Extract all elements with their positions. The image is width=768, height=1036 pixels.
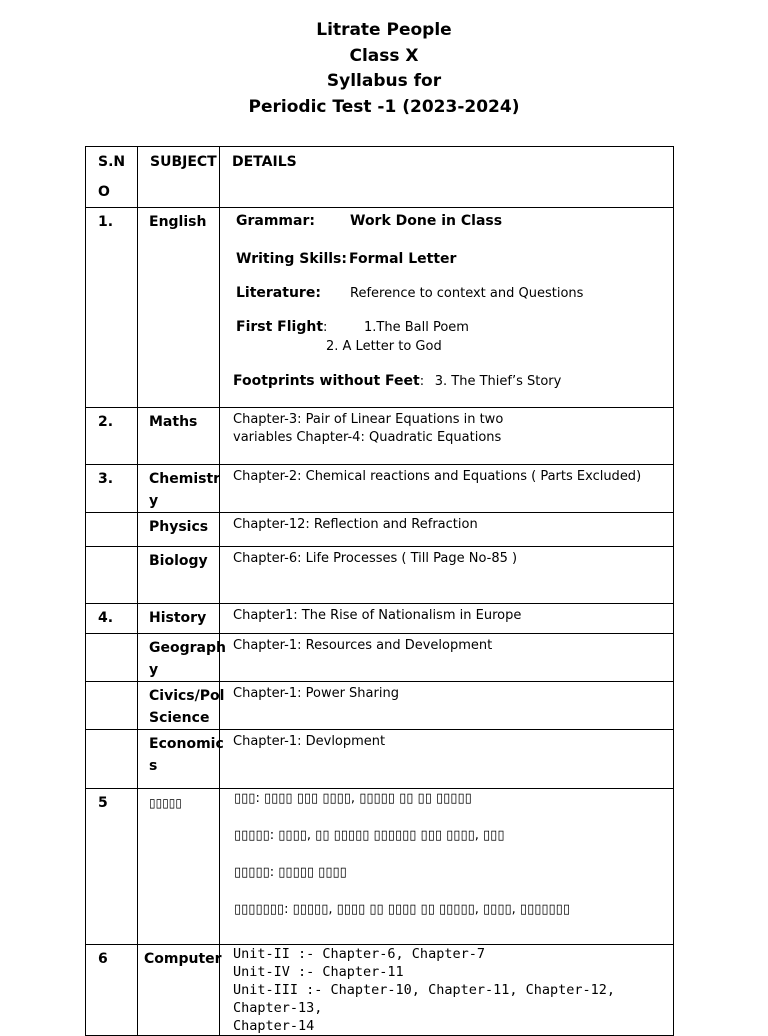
header-row	[86, 147, 674, 208]
hindi-line: ▯▯▯▯▯▯▯: ▯▯▯▯▯, ▯▯▯▯ ▯▯ ▯▯▯▯ ▯▯ ▯▯▯▯▯, ▯▯▯▯, ▯▯▯▯▯▯▯	[234, 902, 570, 917]
computer-line: Unit-III :- Chapter-10, Chapter-11, Chapter-12, Chapter-13,	[233, 982, 616, 1016]
footprints-item: 3. The Thief’s Story	[434, 374, 562, 389]
subject-cell: Biology	[138, 547, 220, 604]
literature-label: Literature:	[236, 285, 321, 301]
first-flight-colon: :	[323, 320, 328, 335]
sno-cell	[86, 730, 138, 789]
sno-cell	[86, 513, 138, 547]
sno-cell	[86, 634, 138, 682]
hindi-line: ▯▯▯▯▯: ▯▯▯▯, ▯▯ ▯▯▯▯▯ ▯▯▯▯▯▯ ▯▯▯ ▯▯▯▯, ▯▯▯	[234, 828, 505, 843]
computer-line: Unit-II :- Chapter-6, Chapter-7	[233, 946, 485, 962]
sno-cell: 5	[86, 789, 138, 945]
table-row-english	[86, 208, 674, 408]
details-cell: Chapter-2: Chemical reactions and Equations ( Parts Excluded)	[220, 465, 674, 513]
test-title: Periodic Test -1 (2023-2024)	[248, 97, 520, 117]
table-row-computer	[86, 945, 674, 1036]
details-cell: Chapter-1: Devlopment	[220, 730, 674, 789]
header-details: DETAILS	[220, 147, 674, 208]
subject-cell: ▯▯▯▯▯	[138, 789, 220, 945]
maths-line: variables Chapter-4: Quadratic Equations	[233, 430, 502, 445]
table-row-chemistry	[86, 465, 674, 513]
table-row-history	[86, 604, 674, 634]
sno-cell: 2.	[86, 408, 138, 465]
subject-cell: History	[138, 604, 220, 634]
table-row-biology	[86, 547, 674, 604]
subject-cell: Civics/Pol Science	[138, 682, 220, 730]
details-cell	[220, 208, 674, 408]
literature-value: Reference to context and Questions	[350, 286, 584, 301]
sno-cell: 3.	[86, 465, 138, 513]
writing-label: Writing Skills:	[236, 251, 347, 267]
table-row-geography	[86, 634, 674, 682]
subject-cell: Economic s	[138, 730, 220, 789]
footprints-colon: :	[419, 374, 425, 389]
details-cell: Chapter-6: Life Processes ( Till Page No-85 )	[220, 547, 674, 604]
details-cell	[220, 945, 674, 1036]
subject-cell: English	[138, 208, 220, 408]
computer-line: Chapter-14	[233, 1018, 315, 1034]
syllabus-table	[85, 146, 674, 1036]
school-name: Litrate People	[316, 20, 452, 40]
sno-cell: 4.	[86, 604, 138, 634]
details-cell: Chapter-1: Power Sharing	[220, 682, 674, 730]
subject-cell: Geograph y	[138, 634, 220, 682]
hindi-line: ▯▯▯: ▯▯▯▯ ▯▯▯ ▯▯▯▯, ▯▯▯▯▯ ▯▯ ▯▯ ▯▯▯▯▯	[234, 791, 472, 806]
details-cell	[220, 789, 674, 945]
subject-cell: Maths	[138, 408, 220, 465]
table-row-maths	[86, 408, 674, 465]
table-row-economics	[86, 730, 674, 789]
computer-line: Unit-IV :- Chapter-11	[233, 964, 404, 980]
sno-cell	[86, 682, 138, 730]
table-row-civics	[86, 682, 674, 730]
first-flight-item: 2. A Letter to God	[326, 339, 442, 354]
table-row-physics	[86, 513, 674, 547]
first-flight-item: 1.The Ball Poem	[364, 320, 469, 335]
sno-cell: 1.	[86, 208, 138, 408]
details-cell: Chapter-12: Reflection and Refraction	[220, 513, 674, 547]
subject-cell: Chemistr y	[138, 465, 220, 513]
details-cell	[220, 408, 674, 465]
syllabus-title: Syllabus for	[326, 71, 442, 91]
grammar-label: Grammar:	[236, 213, 315, 229]
first-flight-label: First Flight	[236, 319, 324, 335]
sno-cell	[86, 547, 138, 604]
table-row-hindi	[86, 789, 674, 945]
maths-line: Chapter-3: Pair of Linear Equations in two	[233, 412, 504, 427]
subject-cell: Computer	[138, 945, 220, 1036]
hindi-line: ▯▯▯▯▯: ▯▯▯▯▯ ▯▯▯▯	[234, 865, 347, 880]
header-sno: S.N O	[86, 147, 138, 208]
grammar-value: Work Done in Class	[350, 213, 503, 229]
details-cell: Chapter1: The Rise of Nationalism in Europe	[220, 604, 674, 634]
header-subject: SUBJECT	[138, 147, 220, 208]
footprints-label: Footprints without Feet	[233, 373, 420, 389]
sno-cell: 6	[86, 945, 138, 1036]
class-title: Class X	[349, 46, 419, 66]
details-cell: Chapter-1: Resources and Development	[220, 634, 674, 682]
writing-value: Formal Letter	[349, 251, 457, 267]
subject-cell: Physics	[138, 513, 220, 547]
